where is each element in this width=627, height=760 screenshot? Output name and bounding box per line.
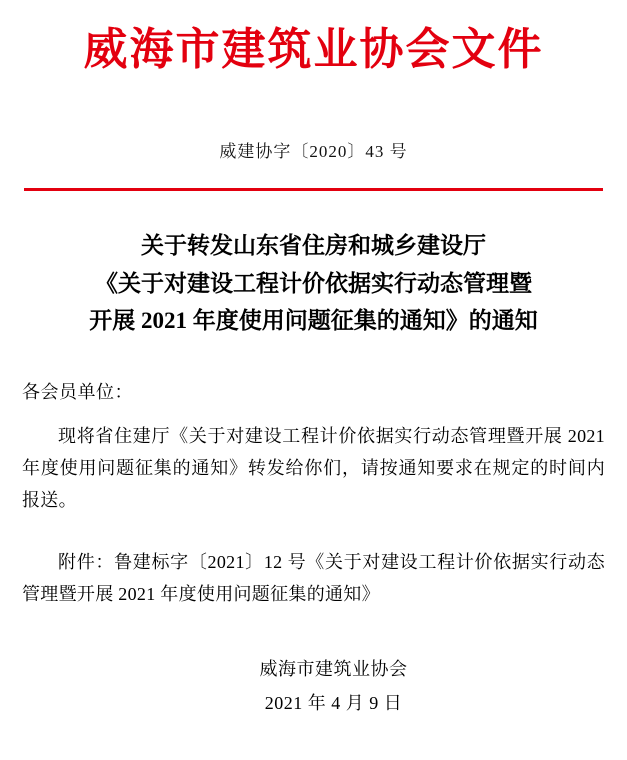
signature-block: [22, 652, 605, 720]
salutation: 各会员单位：: [22, 382, 133, 403]
signature-date: 2021 年 4 月 9 日: [264, 693, 403, 714]
document-number: 威建协字〔2020〕43 号: [219, 142, 408, 162]
body-paragraph: 现将省住建厅《关于对建设工程计价依据实行动态管理暨开展 2021 年度使用问题征集的通知》转发给你们，请按通知要求在规定的时间内报送。: [22, 425, 605, 510]
red-divider-rule: [24, 188, 603, 191]
signature-organization: 威海市建筑业协会: [259, 658, 408, 679]
document-title-line-2: 《关于对建设工程计价依据实行动态管理暨: [95, 270, 532, 296]
document-title: [22, 227, 605, 339]
document-header-title: 威海市建筑业协会文件: [83, 24, 544, 75]
document-title-line-1: 关于转发山东省住房和城乡建设厅: [141, 233, 486, 259]
document-page: [0, 26, 627, 760]
document-title-line-3: 开展 2021 年度使用问题征集的通知》的通知: [89, 307, 538, 333]
attachment-paragraph: 附件：鲁建标字〔2021〕12 号《关于对建设工程计价依据实行动态管理暨开展 2021 年度使用问题征集的通知》: [22, 551, 605, 604]
